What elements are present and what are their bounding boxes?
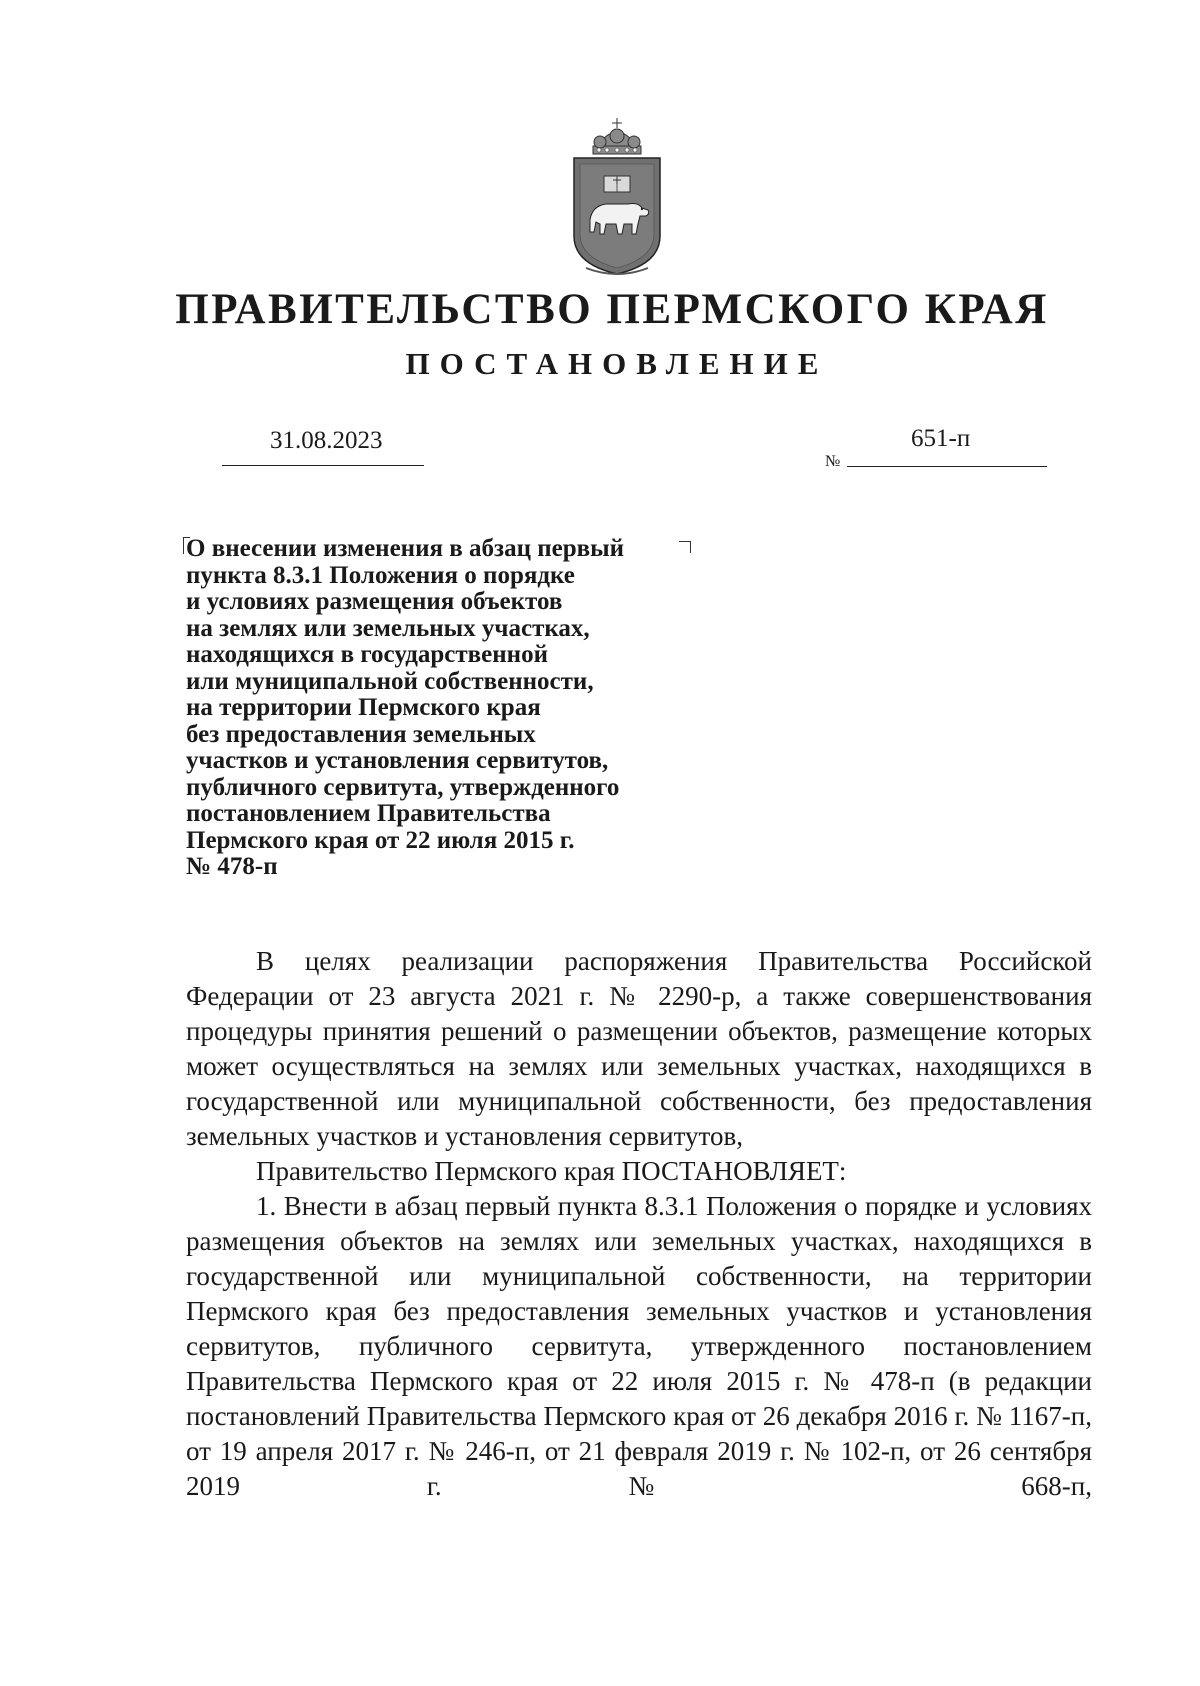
number-underline xyxy=(847,466,1047,467)
subject-line: пункта 8.3.1 Положения о порядке xyxy=(186,561,575,589)
subject-line: участков и установления сервитутов, xyxy=(186,747,609,774)
subject-line: Пермского края от 22 июля 2015 г. xyxy=(186,826,575,854)
subject-line: находящихся в государственной xyxy=(186,641,548,668)
number-sign: № xyxy=(825,453,841,470)
document-subject xyxy=(186,536,726,881)
body-paragraph-item-1: 1. Внести в абзац первый пункта 8.3.1 Положения о порядке и условиях размещения объектов на землях или земельных участках, находящихся в государственной или муниципальной собственности, на территории Пермского края без предоставления земельных участков и установления сервитутов, публичного сервитута, утвержденного постановлением Правительства Пермского края от 22 июля 2015 г. № 478-п (в редакции постановлений Правительства Пермского края от 26 декабря 2016 г. № 1167-п, от 19 апреля 2017 г. № 246-п, от 21 февраля 2019 г. № 102-п, от 26 сентября 2019 г. № 668-п, xyxy=(186,1191,1092,1501)
authority-title: ПРАВИТЕЛЬСТВО ПЕРМСКОГО КРАЯ xyxy=(175,286,1049,333)
subject-line: на территории Пермского края xyxy=(186,694,541,721)
subject-line: и условиях размещения объектов xyxy=(186,588,563,615)
document-number: 651-п xyxy=(911,425,971,452)
coat-of-arms-icon xyxy=(566,118,668,276)
subject-line: публичного сервитута, утвержденного xyxy=(186,773,620,801)
document-body xyxy=(186,944,1092,1504)
document-type: ПОСТАНОВЛЕНИЕ xyxy=(405,346,829,381)
date-underline xyxy=(222,465,424,466)
subject-line: № 478-п xyxy=(186,853,278,880)
body-paragraph-resolution: Правительство Пермского края ПОСТАНОВЛЯЕТ: xyxy=(256,1156,847,1186)
subject-line: О внесении изменения в абзац первый xyxy=(186,535,625,562)
subject-line: без предоставления земельных xyxy=(186,720,536,748)
body-paragraph-preamble: В целях реализации распоряжения Правительства Российской Федерации от 23 августа 2021 г. № 2290-р, а также совершенствования процедуры принятия решений о размещении объектов, размещение которых может осуществляться на землях или земельных участках, находящихся в государственной или муниципальной собственности, без предоставления земельных участков и установления сервитутов, xyxy=(186,946,1092,1151)
subject-line: на землях или земельных участках, xyxy=(186,614,590,642)
document-date: 31.08.2023 xyxy=(270,427,383,454)
subject-line: или муниципальной собственности, xyxy=(186,667,594,695)
subject-line: постановлением Правительства xyxy=(186,800,551,827)
